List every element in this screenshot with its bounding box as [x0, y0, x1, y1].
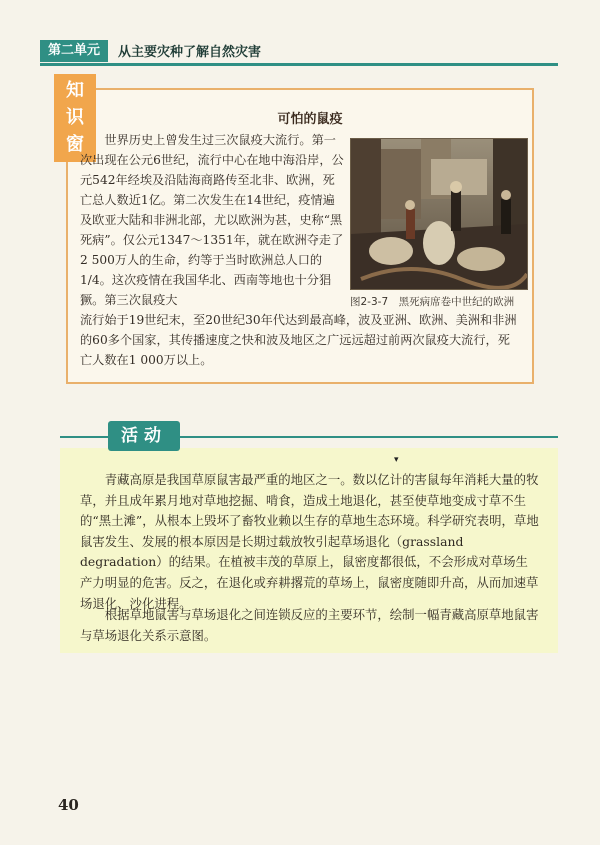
knowledge-title: 可怕的鼠疫	[277, 112, 343, 127]
knowledge-paragraph-full: 流行始于19世纪末，至20世纪30年代达到最高峰，波及亚洲、欧洲、美洲和非洲的60多个国家，其传播速度之快和波及地区之广远远超过前两次鼠疫大流行，死亡人数在1 000万以上。	[80, 313, 517, 367]
figure-caption: 图2-3-7 黑死病席卷中世纪的欧洲	[350, 296, 515, 308]
page-number: 40	[58, 796, 79, 814]
black-death-painting	[350, 138, 528, 290]
label-char-3: 窗	[66, 133, 84, 155]
painting-illustration	[351, 139, 527, 289]
unit-tag: 第二单元	[40, 40, 108, 62]
label-char-2: 识	[66, 106, 84, 128]
activity-paragraph-2: 根据草地鼠害与草场退化之间连锁反应的主要环节，绘制一幅青藏高原草地鼠害与草场退化关系示意图。	[80, 607, 539, 643]
activity-paragraph-1: 青藏高原是我国草原鼠害最严重的地区之一。数以亿计的害鼠每年消耗大量的牧草，并且成年累月地对草地挖掘、啃食，造成土地退化，甚至使草地变成寸草不生的“黑土滩”，从根本上毁坏了畜牧业赖以生存的草地生态环境。科学研究表明，草地鼠害发生、发展的根本原因是长期过载放牧引起草场退化（grassland degradation）的结果。在植被丰茂的草原上，鼠密度都很低，不会形成对草场生产力明显的危害。反之，在退化或弃耕撂荒的草场上，鼠密度随即升高，从而加速草场退化、沙化进程。	[80, 472, 539, 611]
knowledge-paragraph-wrapped: 世界历史上曾发生过三次鼠疫大流行。第一次出现在公元6世纪，流行中心在地中海沿岸，公元542年经埃及沿陆海商路传至北非、欧洲，死亡总人数近1亿。第二次发生在14世纪，疫情遍及欧亚大陆和非洲北部，尤以欧洲为甚，史称“黑死病”。仅公元1347～1351年，就在欧洲夺走了2 500万人的生命，约等于当时欧洲总人口的1/4。这次疫情在我国华北、西南等地也十分猖獗。第三次鼠疫大	[80, 133, 344, 307]
unit-title: 从主要灾种了解自然灾害	[118, 45, 262, 60]
label-char-1: 知	[66, 80, 84, 102]
activity-tab: 活动	[108, 421, 180, 451]
unit-header	[40, 38, 558, 66]
cursor-marker: ▾	[394, 455, 399, 465]
